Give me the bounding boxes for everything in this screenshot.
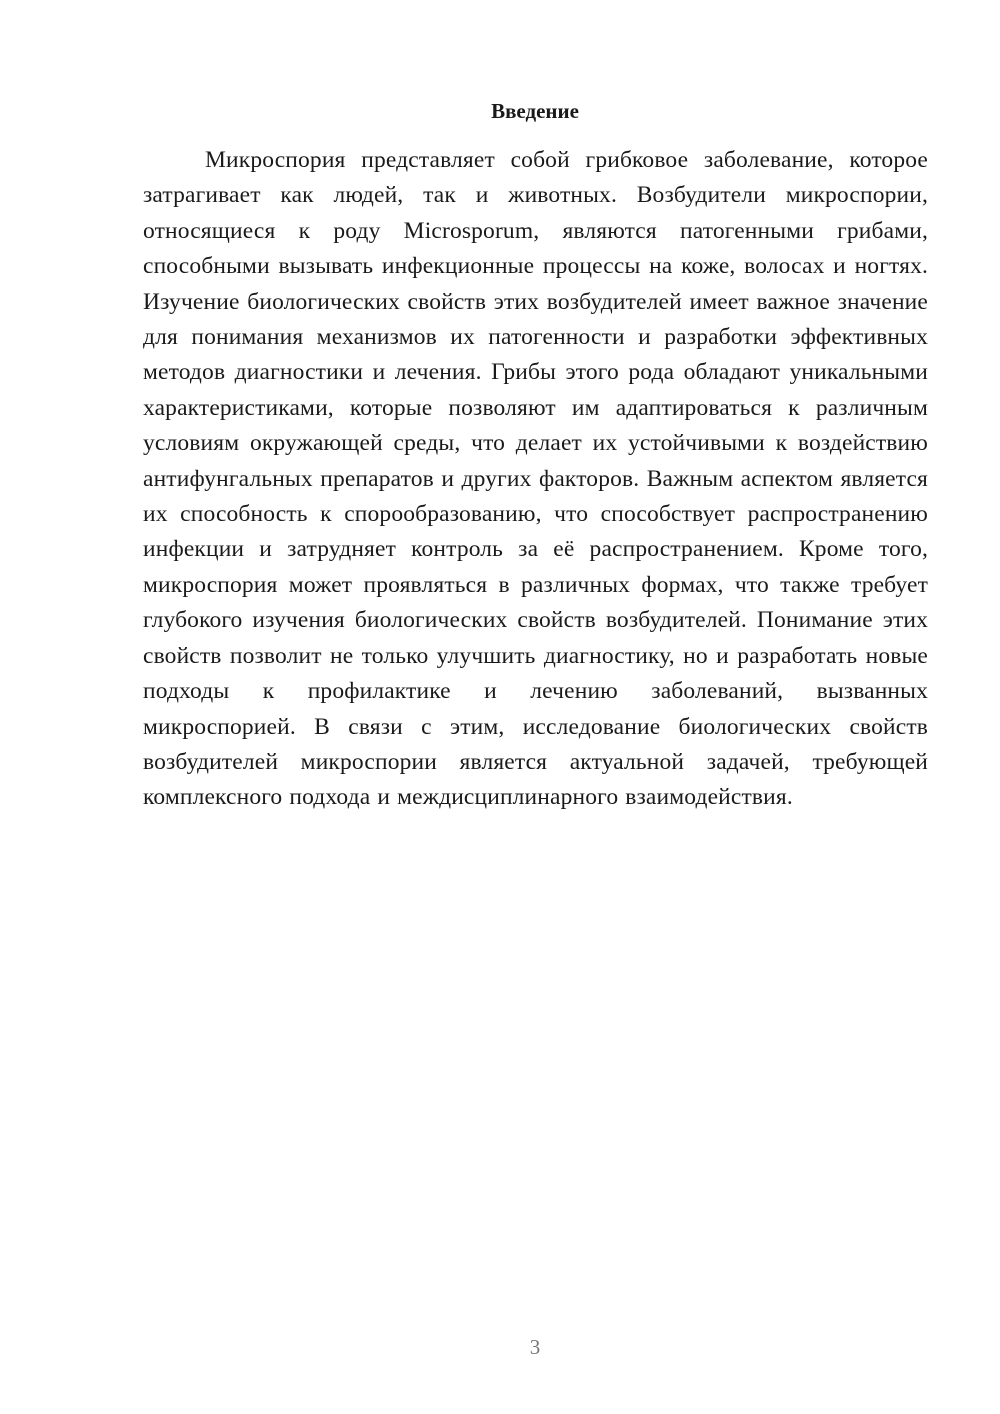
page-number: 3 <box>529 1335 541 1359</box>
section-heading: Введение <box>491 99 579 123</box>
body-paragraph: Микроспория представляет собой грибковое заболевание, которое затрагивает как людей, так и животных. Возбудители микроспории, относящиеся к роду Microsporum, являются патогенными грибами, способными вызывать инфекционные процессы на коже, волосах и ногтях. Изучение биологических свойств этих возбудителей имеет важное значение для понимания механизмов их патогенности и разработки эффективных методов диагностики и лечения. Грибы этого рода обладают уникальными характеристиками, которые позволяют им адаптироваться к различным условиям окружающей среды, что делает их устойчивыми к воздействию антифунгальных препаратов и других факторов. Важным аспектом является их способность к спорообразованию, что способствует распространению инфекции и затрудняет контроль за её распространением. Кроме того, микроспория может проявляться в различных формах, что также требует глубокого изучения биологических свойств возбудителей. Понимание этих свойств позволит не только улучшить диагностику, но и разработать новые подходы к профилактике и лечению заболеваний, вызванных микроспорией. В связи с этим, исследование биологических свойств возбудителей микроспории является актуальной задачей, требующей комплексного подхода и междисциплинарного взаимодействия. <box>143 147 928 811</box>
